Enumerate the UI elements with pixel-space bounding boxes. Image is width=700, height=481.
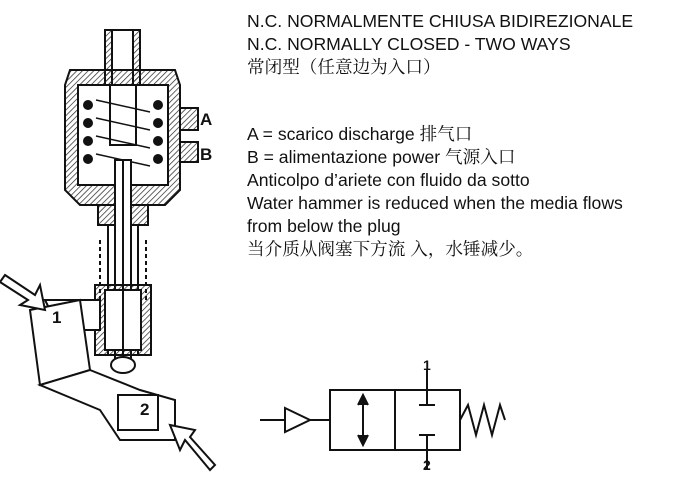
water-hammer-italian: Anticolpo d’ariete con fluido da sotto bbox=[247, 170, 530, 190]
title-english: N.C. NORMALLY CLOSED - TWO WAYS bbox=[247, 34, 571, 54]
symbol-port-2-label: 2 bbox=[423, 457, 431, 473]
title-chinese: 常闭型（任意边为入口） bbox=[247, 57, 441, 77]
symbol-port-1-label: 1 bbox=[423, 357, 431, 373]
water-hammer-chinese: 当介质从阀塞下方流 入，水锤减少。 bbox=[247, 239, 534, 259]
port-a-description: A = scarico discharge 排气口 bbox=[247, 124, 473, 144]
water-hammer-english-2: from below the plug bbox=[247, 216, 401, 236]
valve-cross-section bbox=[0, 0, 240, 476]
port-b-label: B bbox=[200, 145, 213, 164]
water-hammer-english-1: Water hammer is reduced when the media flows bbox=[247, 193, 623, 213]
pilot-triangle bbox=[285, 408, 310, 432]
valve-symbol bbox=[255, 357, 515, 475]
port-a-label: A bbox=[200, 110, 213, 129]
valve-drawing bbox=[0, 0, 240, 476]
description-block bbox=[247, 10, 697, 261]
port-1-label: 1 bbox=[52, 308, 62, 327]
spring-symbol bbox=[460, 405, 505, 435]
title-italian: N.C. NORMALMENTE CHIUSA BIDIREZIONALE bbox=[247, 11, 634, 31]
port-2-label: 2 bbox=[140, 400, 150, 419]
symbol-drawing bbox=[255, 365, 515, 475]
port-b-description: B = alimentazione power 气源入口 bbox=[247, 147, 516, 167]
